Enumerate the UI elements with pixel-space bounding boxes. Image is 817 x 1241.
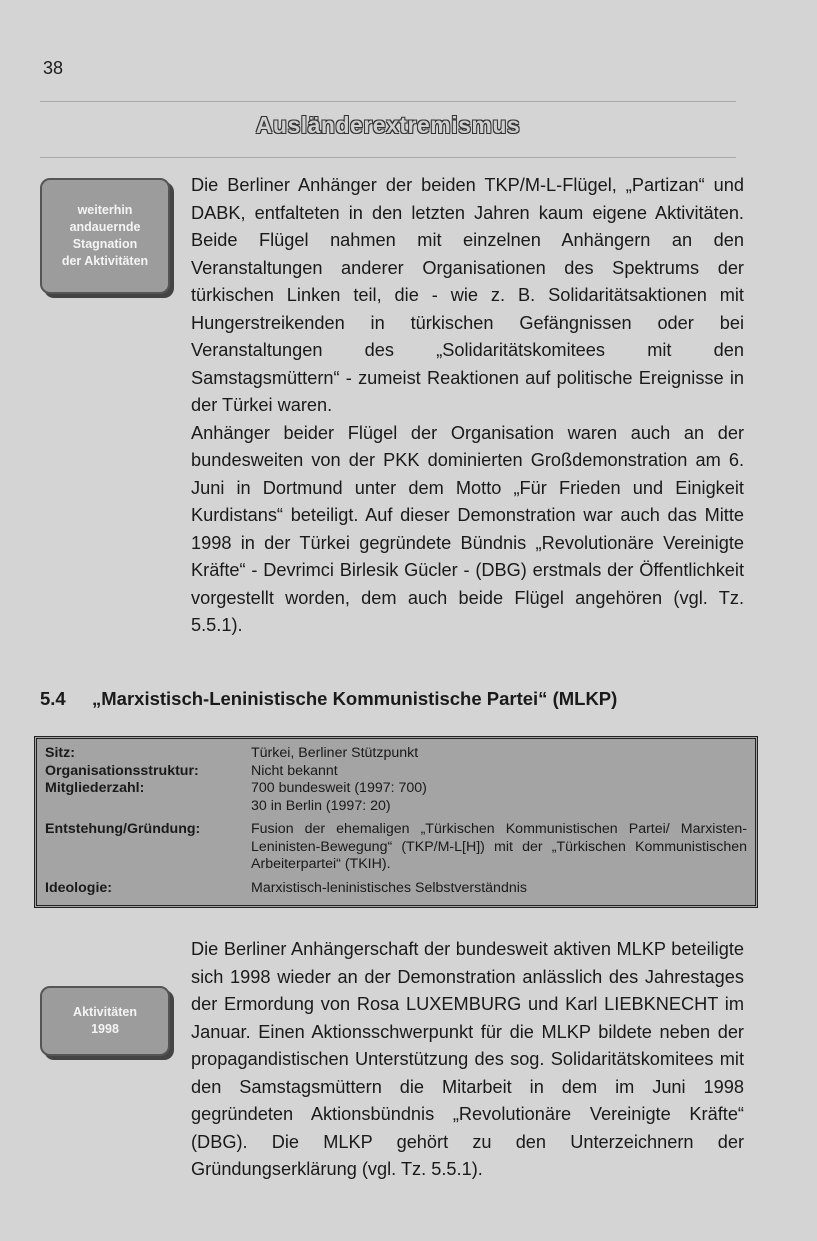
- intro-text: [191, 172, 744, 640]
- margin-note-line: weiterhin: [77, 203, 133, 217]
- chapter-title: Ausländerextremismus: [255, 112, 521, 138]
- organisation-info-box: [34, 736, 758, 908]
- page-number: 38: [43, 58, 64, 78]
- section-title: „Marxistisch-Leninistische Kommunistische Partei“ (MLKP): [92, 688, 618, 709]
- info-label: Entstehung/Gründung:: [45, 821, 201, 837]
- info-label: Mitgliederzahl:: [45, 780, 145, 796]
- margin-note-aktivitaeten: [40, 986, 170, 1056]
- info-value-line: Nicht bekannt: [251, 762, 338, 779]
- paragraph: Anhänger beider Flügel der Organisation waren auch an der bundesweiten von der PKK dominierten Großdemonstration am 6. Juni in Dortmund unter dem Motto „Für Frieden und Einigkeit Kurdistans“ beteiligt. Auf dieser Demonstration war auch das Mitte 1998 in der Türkei gegründete Bündnis „Revolutionäre Vereinigte Kräfte“ - Devrimci Birlesik Gücler - (DBG) erstmals der Öffentlichkeit vorgestellt worden, dem auch beide Flügel angehören (vgl. Tz. 5.5.1).: [191, 422, 744, 635]
- info-value: [251, 745, 747, 763]
- header-rule-top: [40, 101, 736, 102]
- info-value: [251, 763, 747, 781]
- margin-note-line: der Aktivitäten: [61, 254, 149, 268]
- info-label: Sitz:: [45, 745, 75, 761]
- section-number: 5.4: [40, 688, 66, 709]
- paragraph: Die Berliner Anhänger der beiden TKP/M-L-Flügel, „Partizan“ und DABK, entfalteten in den letzten Jahren kaum eigene Aktivitäten. Beide Flügel nahmen mit einzelnen Anhängern an den Veranstaltungen anderer Organisationen des Spektrums der türkischen Linken teil, die - wie z. B. Solidaritätsaktionen mit Hungerstreikenden in türkischen Gefängnissen oder bei Veranstaltungen des „Solidaritätskomitees mit den Samstagsmüttern“ - zumeist Reaktionen auf politische Ereignisse in der Türkei waren.: [191, 175, 744, 415]
- margin-note-line: Aktivitäten: [73, 1005, 137, 1019]
- header-rule-bottom: [40, 157, 736, 158]
- info-value-line: 700 bundesweit (1997: 700): [251, 780, 427, 796]
- info-value-line: Fusion der ehemaligen „Türkischen Kommunistischen Partei/ Marxisten-Leninisten-Bewegung“ (TKP/M-L[H]) mit der „Türkischen Kommunistischen Arbeiterpartei“ (TKIH).: [251, 821, 747, 872]
- paragraph: Die Berliner Anhängerschaft der bundesweit aktiven MLKP beteiligte sich 1998 wieder an der Demonstration anlässlich des Jahrestages der Ermordung von Rosa LUXEMBURG und Karl LIEBKNECHT im Januar. Einen Aktionsschwerpunkt für die MLKP bildete neben der propagandistischen Unterstützung des sog. Solidaritätskomitees mit den Samstagsmüttern die Mitarbeit in dem im Juni 1998 gegründeten Aktionsbündnis „Revolutionäre Vereinigte Kräfte“ (DBG). Die MLKP gehört zu den Unterzeichnern der Gründungserklärung (vgl. Tz. 5.5.1).: [191, 939, 744, 1179]
- info-value-line: Marxistisch-leninistisches Selbstverständnis: [251, 880, 527, 896]
- info-value: [251, 780, 747, 815]
- info-label: Ideologie:: [45, 880, 112, 896]
- info-value-line: Türkei, Berliner Stützpunkt: [251, 745, 419, 761]
- section-heading: [40, 688, 617, 710]
- info-label: Organisationsstruktur:: [45, 762, 199, 779]
- mlkp-text: [191, 936, 744, 1184]
- margin-note-line: andauernde: [69, 220, 141, 234]
- margin-note-stagnation: [40, 178, 170, 294]
- info-value-line: 30 in Berlin (1997: 20): [251, 797, 391, 814]
- info-value: [251, 821, 747, 874]
- margin-note-line: 1998: [91, 1022, 119, 1036]
- margin-note-line: Stagnation: [72, 237, 138, 251]
- info-value: [251, 880, 747, 898]
